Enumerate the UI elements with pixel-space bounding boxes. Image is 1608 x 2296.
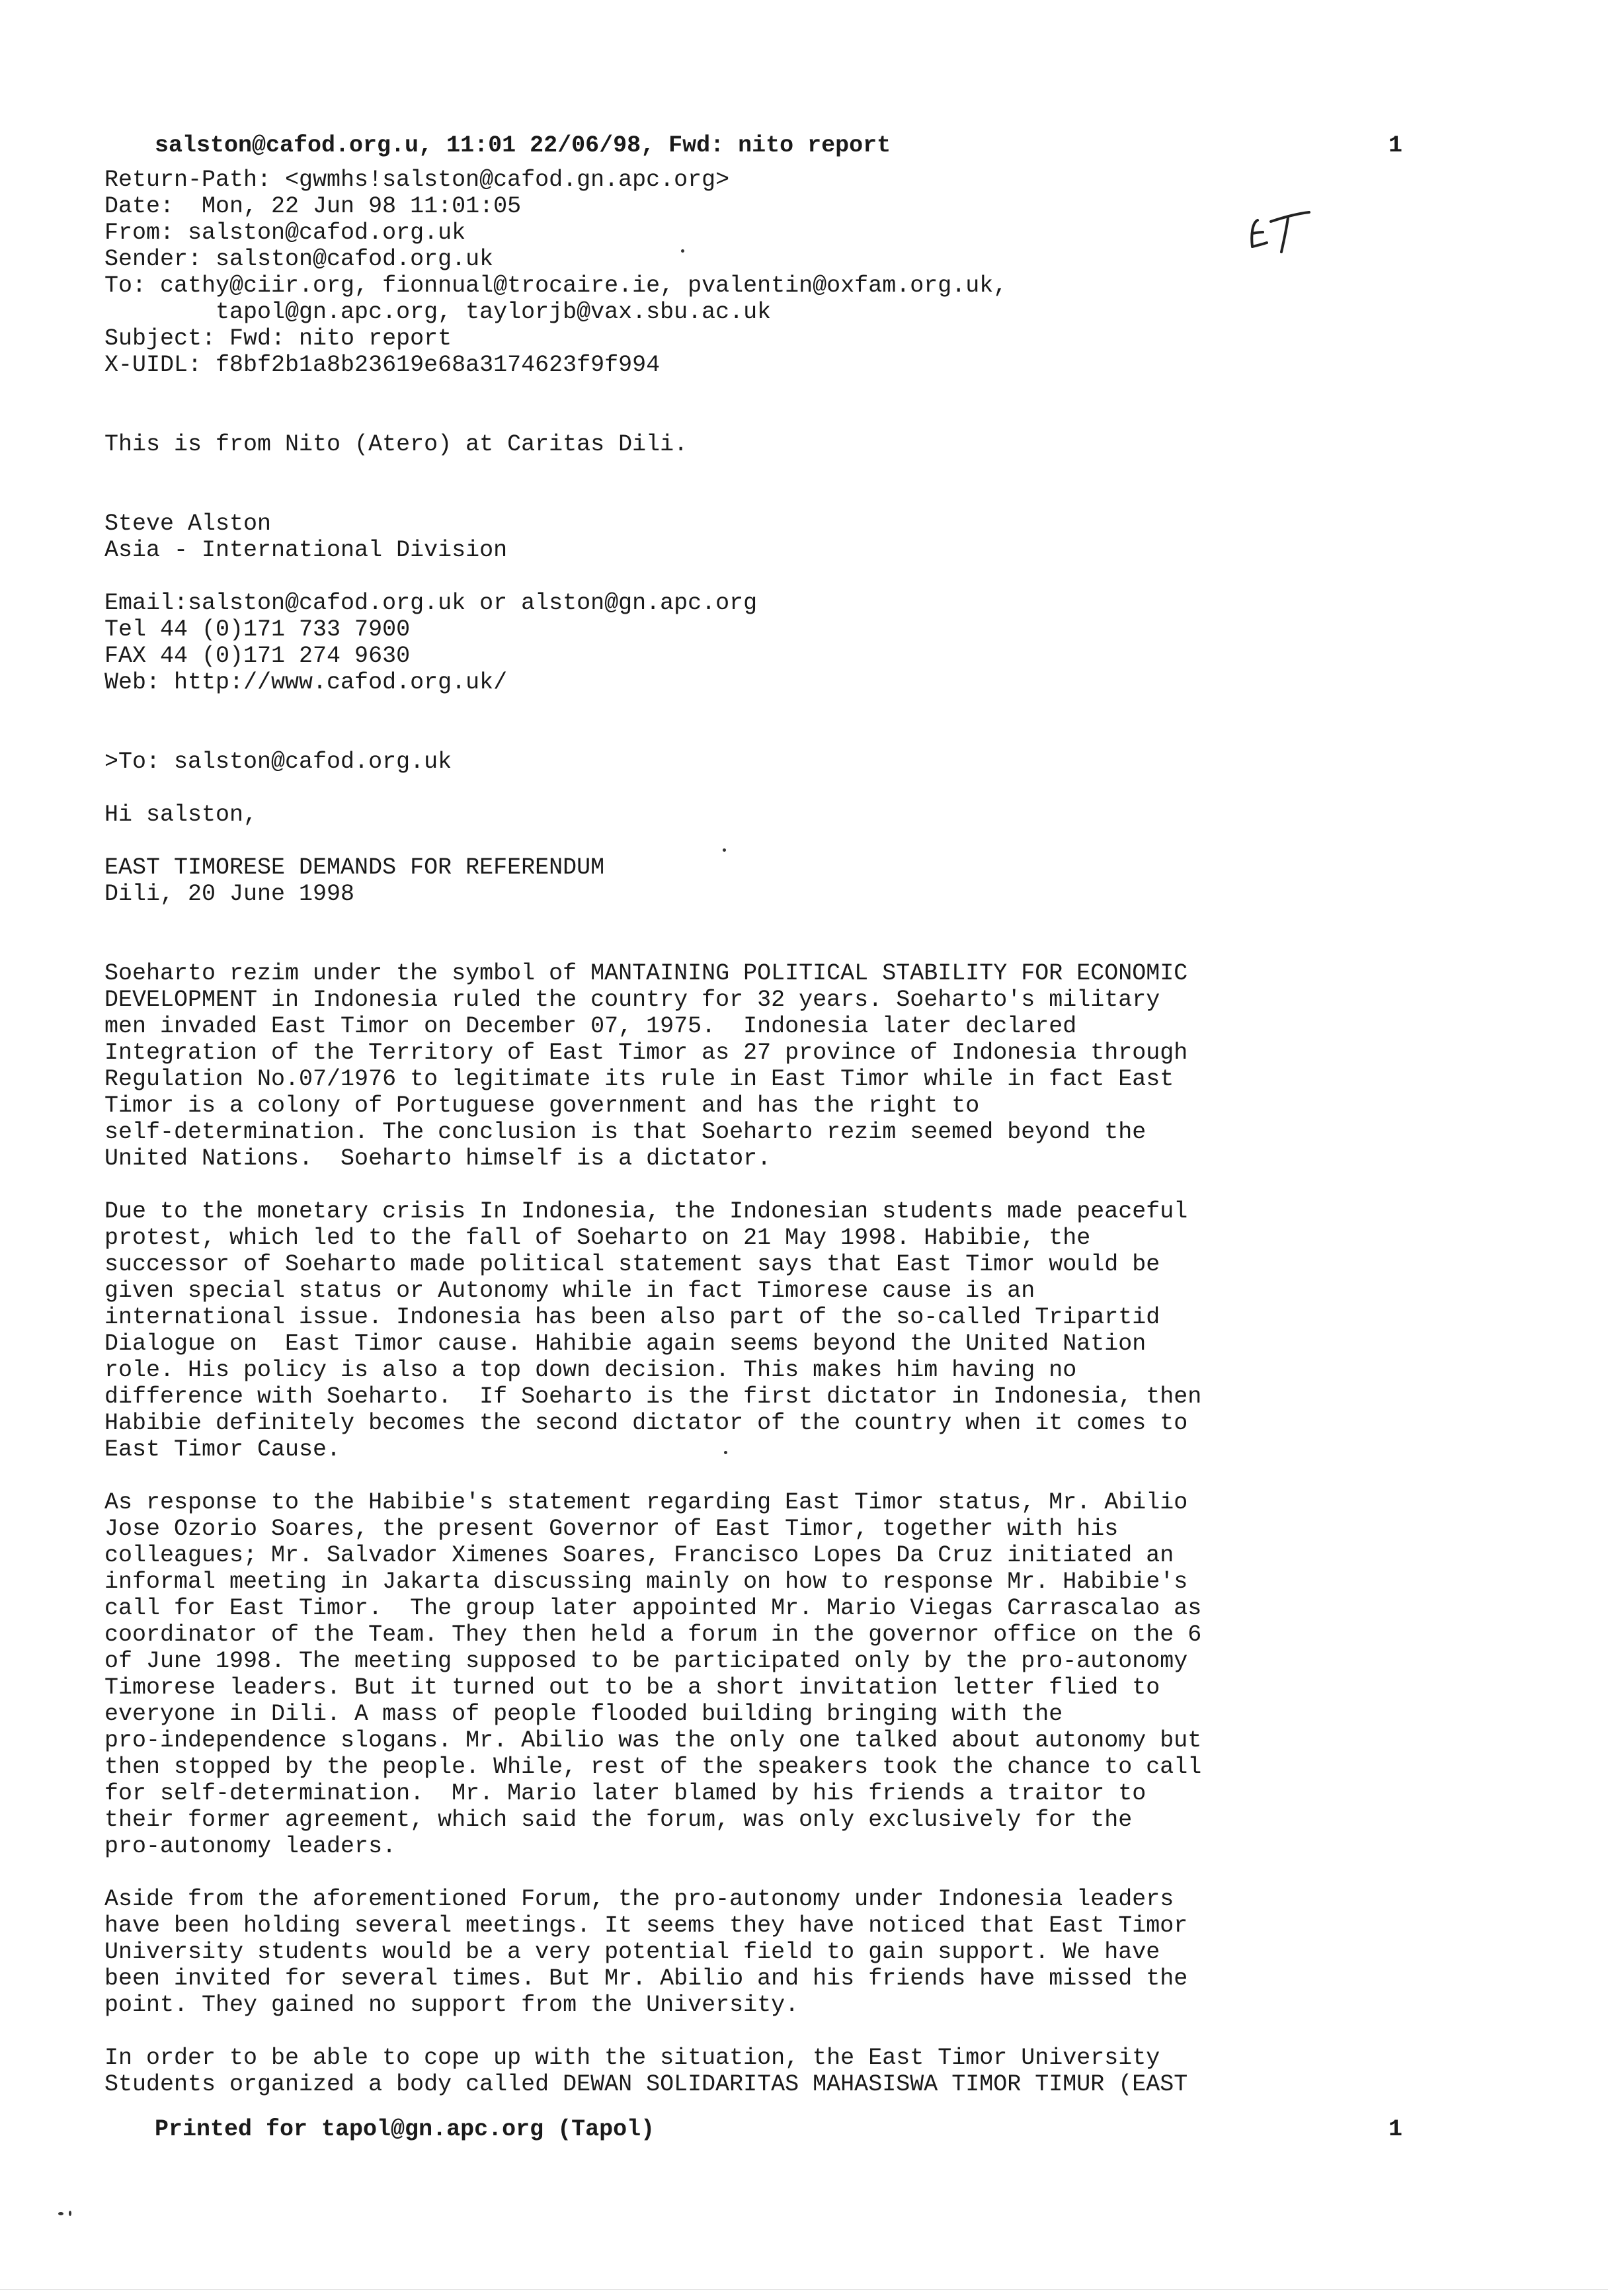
paragraph-line: point. They gained no support from the University. — [104, 1992, 799, 2018]
paragraph-line: Jose Ozorio Soares, the present Governor of East Timor, together with his — [104, 1516, 1119, 1542]
page-number-bottom: 1 — [1388, 2116, 1403, 2143]
handwritten-annotation-mark — [1243, 208, 1316, 261]
greeting-line: Hi salston, — [104, 801, 258, 828]
paragraph-line: Dialogue on East Timor cause. Hahibie again seems beyond the United Nation — [104, 1331, 1146, 1357]
print-footer: Printed for tapol@gn.apc.org (Tapol) — [155, 2116, 655, 2143]
header-return-path: Return-Path: <gwmhs!salston@cafod.gn.apc.org> — [104, 167, 730, 193]
page-number-top: 1 — [1388, 132, 1403, 159]
paragraph-line: Timorese leaders. But it turned out to be a short invitation letter flied to — [104, 1674, 1160, 1701]
intro-text: This is from Nito (Atero) at Caritas Dili. — [104, 431, 688, 458]
paragraph-line: call for East Timor. The group later appointed Mr. Mario Viegas Carrascalao as — [104, 1595, 1202, 1621]
paragraph-line: informal meeting in Jakarta discussing mainly on how to response Mr. Habibie's — [104, 1569, 1188, 1595]
paragraph-line: As response to the Habibie's statement regarding East Timor status, Mr. Abilio — [104, 1489, 1188, 1516]
paragraph-line: United Nations. Soeharto himself is a dictator. — [104, 1145, 772, 1172]
signature-email: Email:salston@cafod.org.uk or alston@gn.apc.org — [104, 590, 758, 616]
report-heading — [104, 854, 604, 907]
paragraph-line: men invaded East Timor on December 07, 1975. Indonesia later declared — [104, 1013, 1077, 1040]
scan-speck — [724, 1451, 727, 1454]
paragraph-1 — [104, 960, 1187, 1172]
paragraph-line: self-determination. The conclusion is that Soeharto rezim seemed beyond the — [104, 1119, 1146, 1145]
paragraph-line: their former agreement, which said the forum, was only exclusively for the — [104, 1807, 1133, 1833]
header-sender: Sender: salston@cafod.org.uk — [104, 246, 494, 272]
header-date: Date: Mon, 22 Jun 98 11:01:05 — [104, 193, 522, 220]
header-to: To: cathy@ciir.org, fionnual@trocaire.ie, pvalentin@oxfam.org.uk, — [104, 272, 1008, 299]
paragraph-line: of June 1998. The meeting supposed to be participated only by the pro-autonomy — [104, 1648, 1188, 1674]
paragraph-line: Habibie definitely becomes the second dictator of the country when it comes to — [104, 1410, 1188, 1436]
scan-speck — [69, 2211, 71, 2216]
paragraph-line: pro-autonomy leaders. — [104, 1833, 397, 1860]
paragraph-line: Regulation No.07/1976 to legitimate its rule in East Timor while in fact East — [104, 1066, 1174, 1092]
header-x-uidl: X-UIDL: f8bf2b1a8b23619e68a3174623f9f994 — [104, 352, 661, 378]
paragraph-5 — [104, 2045, 1187, 2098]
header-to-continued: tapol@gn.apc.org, taylorjb@vax.sbu.ac.uk — [104, 299, 772, 325]
paragraph-line: given special status or Autonomy while in fact Timorese cause is an — [104, 1278, 1035, 1304]
paragraph-line: Soeharto rezim under the symbol of MANTAINING POLITICAL STABILITY FOR ECONOMIC — [104, 960, 1188, 987]
paragraph-line: DEVELOPMENT in Indonesia ruled the country for 32 years. Soeharto's military — [104, 987, 1160, 1013]
paragraph-line: everyone in Dili. A mass of people flooded building bringing with the — [104, 1701, 1063, 1727]
paragraph-line: Due to the monetary crisis In Indonesia, the Indonesian students made peaceful — [104, 1198, 1188, 1225]
paragraph-3 — [104, 1489, 1201, 1860]
paragraph-line: coordinator of the Team. They then held a forum in the governor office on the 6 — [104, 1621, 1202, 1648]
paragraph-line: Integration of the Territory of East Timor as 27 province of Indonesia through — [104, 1040, 1188, 1066]
paragraph-line: In order to be able to cope up with the situation, the East Timor University — [104, 2045, 1160, 2071]
paragraph-line: pro-independence slogans. Mr. Abilio was the only one talked about autonomy but — [104, 1727, 1202, 1754]
paragraph-line: protest, which led to the fall of Soeharto on 21 May 1998. Habibie, the — [104, 1225, 1091, 1251]
paragraph-line: Aside from the aforementioned Forum, the pro-autonomy under Indonesia leaders — [104, 1886, 1174, 1912]
paragraph-line: Timor is a colony of Portuguese government and has the right to — [104, 1092, 980, 1119]
header-from: From: salston@cafod.org.uk — [104, 220, 466, 246]
header-subject: Subject: Fwd: nito report — [104, 325, 452, 352]
paragraph-line: difference with Soeharto. If Soeharto is the first dictator in Indonesia, then — [104, 1383, 1202, 1410]
scan-speck — [723, 848, 726, 852]
paragraph-line: University students would be a very potential field to gain support. We have — [104, 1939, 1160, 1965]
scan-speck — [681, 249, 684, 253]
paragraph-line: have been holding several meetings. It seems they have noticed that East Timor — [104, 1912, 1188, 1939]
signature-web: Web: http://www.cafod.org.uk/ — [104, 669, 508, 696]
paragraph-line: colleagues; Mr. Salvador Ximenes Soares, Francisco Lopes Da Cruz initiated an — [104, 1542, 1174, 1569]
paragraph-line: then stopped by the people. While, rest of the speakers took the chance to call — [104, 1754, 1202, 1780]
paragraph-line: for self-determination. Mr. Mario later blamed by his friends a traitor to — [104, 1780, 1146, 1807]
signature-name: Steve Alston — [104, 511, 272, 537]
paragraph-4 — [104, 1886, 1187, 2018]
paragraph-line: Students organized a body called DEWAN SOLIDARITAS MAHASISWA TIMOR TIMUR (EAST — [104, 2071, 1188, 2098]
email-headers — [104, 167, 1007, 378]
scan-speck — [58, 2212, 63, 2215]
signature-division: Asia - International Division — [104, 537, 508, 563]
paragraph-line: successor of Soeharto made political statement says that East Timor would be — [104, 1251, 1160, 1278]
report-title: EAST TIMORESE DEMANDS FOR REFERENDUM — [104, 854, 605, 881]
report-dateline: Dili, 20 June 1998 — [104, 881, 355, 907]
greeting — [104, 801, 257, 828]
scan-edge-line — [0, 2289, 1608, 2290]
forward-to — [104, 749, 452, 775]
paragraph-line: role. His policy is also a top down decision. This makes him having no — [104, 1357, 1077, 1383]
signature-tel: Tel 44 (0)171 733 7900 — [104, 616, 411, 643]
paragraph-line: East Timor Cause. — [104, 1436, 341, 1463]
paragraph-line: international issue. Indonesia has been also part of the so-called Tripartid — [104, 1304, 1160, 1331]
signature-fax: FAX 44 (0)171 274 9630 — [104, 643, 411, 669]
intro-note — [104, 431, 688, 458]
print-header-title: salston@cafod.org.u, 11:01 22/06/98, Fwd: nito report — [155, 132, 891, 159]
forward-to-line: >To: salston@cafod.org.uk — [104, 749, 452, 775]
signature-block — [104, 511, 757, 696]
paragraph-2 — [104, 1198, 1201, 1463]
paragraph-line: been invited for several times. But Mr. Abilio and his friends have missed the — [104, 1965, 1188, 1992]
